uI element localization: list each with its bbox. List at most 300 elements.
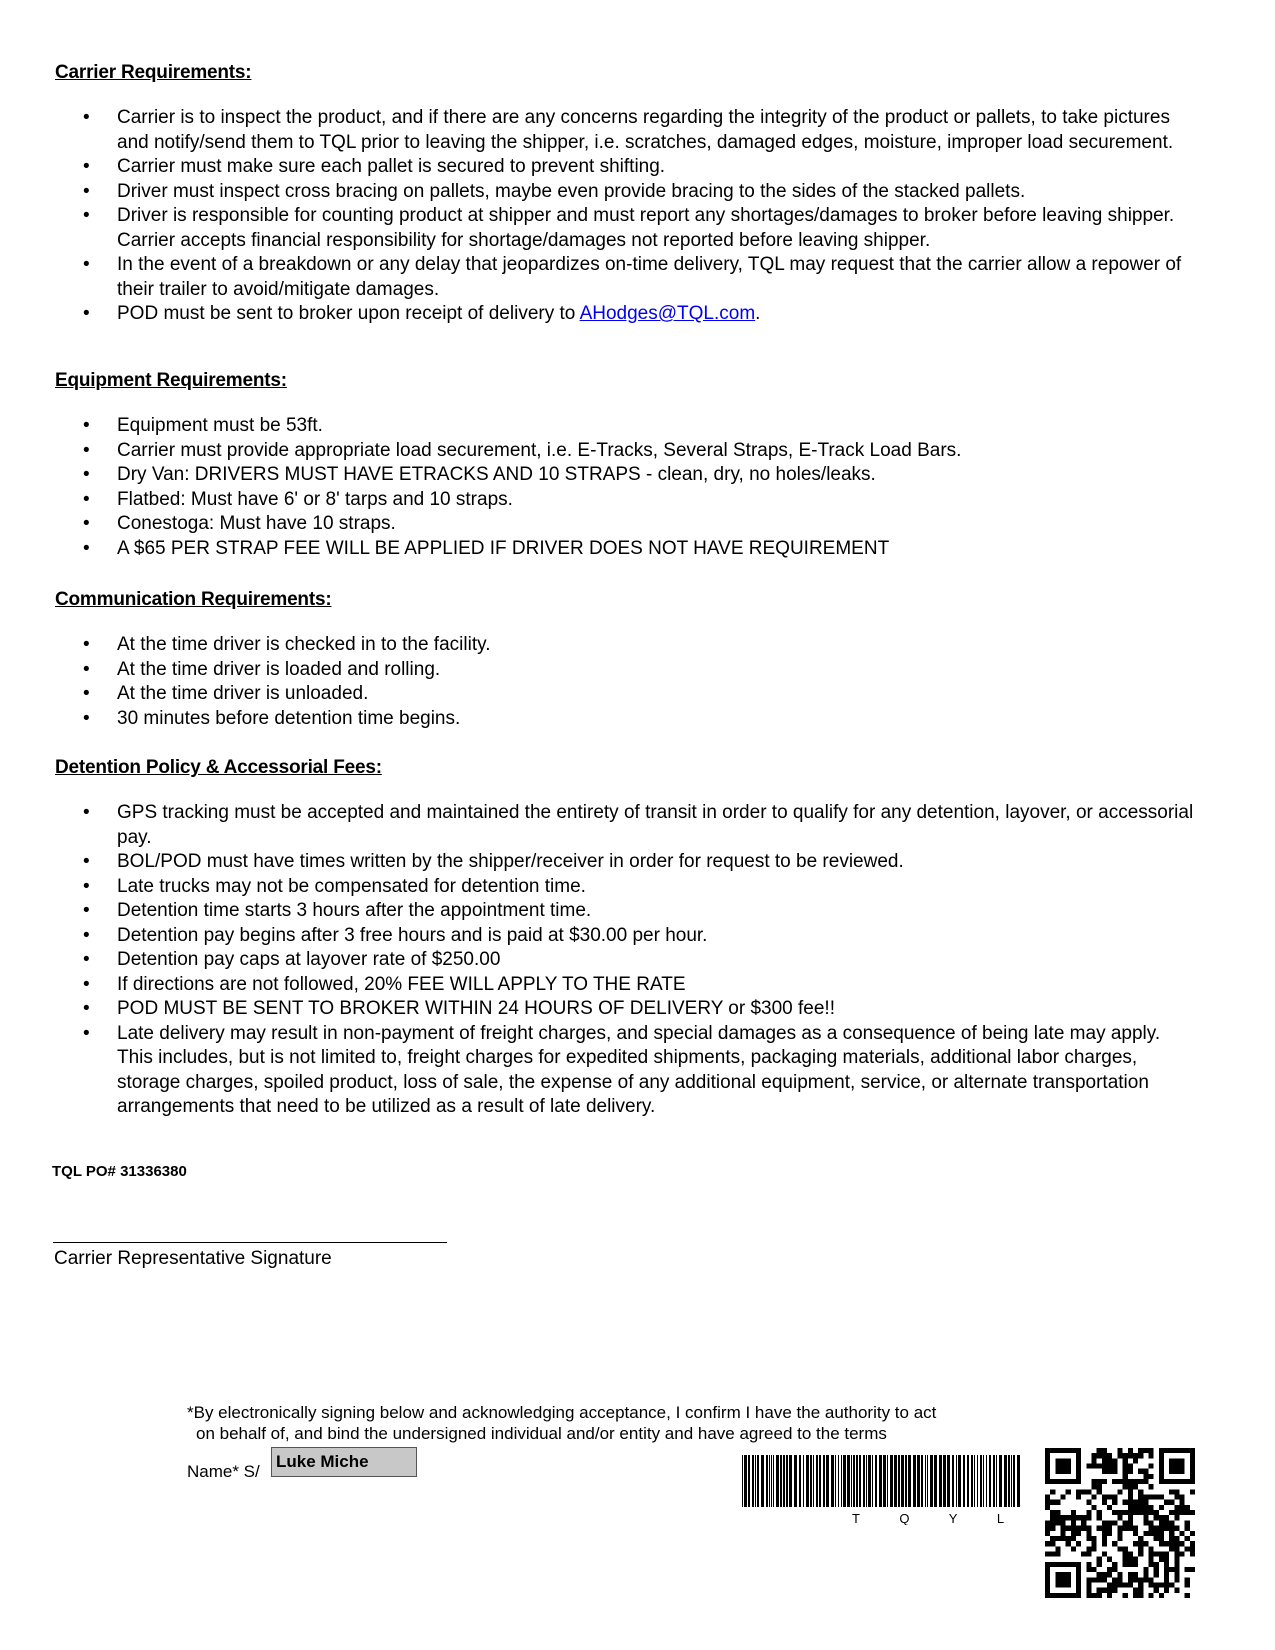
barcode-bar [925, 1455, 926, 1507]
qr-module [1102, 1458, 1107, 1463]
qr-module [1076, 1526, 1081, 1531]
qr-module [1086, 1531, 1091, 1536]
qr-module [1097, 1489, 1102, 1494]
qr-module [1174, 1469, 1179, 1474]
qr-module [1123, 1562, 1128, 1567]
barcode-bar [868, 1455, 871, 1507]
qr-module [1164, 1557, 1169, 1562]
qr-module [1133, 1557, 1138, 1562]
qr-module [1045, 1551, 1050, 1556]
qr-module [1045, 1531, 1050, 1536]
qr-module [1045, 1520, 1050, 1525]
qr-module [1050, 1536, 1055, 1541]
qr-module [1055, 1448, 1060, 1453]
qr-module [1128, 1500, 1133, 1505]
bullet-icon: • [83, 513, 90, 534]
qr-module [1164, 1551, 1169, 1556]
qr-module [1174, 1526, 1179, 1531]
barcode-bar [816, 1455, 818, 1507]
qr-module [1061, 1582, 1066, 1587]
qr-module [1159, 1582, 1164, 1587]
qr-module [1159, 1474, 1164, 1479]
qr-module [1154, 1515, 1159, 1520]
qr-module [1174, 1489, 1179, 1494]
barcode-bar [980, 1455, 982, 1507]
qr-module [1185, 1582, 1190, 1587]
bullet-icon: • [83, 303, 90, 324]
qr-module [1112, 1541, 1117, 1546]
qr-module [1076, 1577, 1081, 1582]
qr-module [1174, 1541, 1179, 1546]
qr-module [1159, 1464, 1164, 1469]
barcode-bar [776, 1455, 779, 1507]
qr-module [1112, 1464, 1117, 1469]
qr-module [1055, 1546, 1060, 1551]
qr-module [1138, 1495, 1143, 1500]
communication-requirements-list [0, 633, 1275, 731]
qr-module [1185, 1577, 1190, 1582]
po-number: TQL PO# 31336380 [52, 1163, 187, 1180]
qr-module [1148, 1593, 1153, 1598]
bullet-icon: • [83, 900, 90, 921]
qr-module [1107, 1593, 1112, 1598]
qr-module [1097, 1572, 1102, 1577]
list-item: • Carrier is to inspect the product, and if there are any concerns regarding the integrity of the product or pallets, to take pictures and notify/send them to TQL prior to leaving the shipper, i.e. scratches, damaged edges, moisture, improper load securement. [83, 107, 1174, 153]
qr-module [1076, 1572, 1081, 1577]
barcode-bar [921, 1455, 923, 1507]
barcode-bar [879, 1455, 882, 1507]
barcode-bar [757, 1455, 759, 1507]
name-signature-field[interactable]: Luke Miche [271, 1447, 417, 1477]
qr-module [1045, 1453, 1050, 1458]
qr-module [1159, 1453, 1164, 1458]
qr-module [1050, 1520, 1055, 1525]
qr-module [1071, 1536, 1076, 1541]
list-item: • Conestoga: Must have 10 straps. [0, 512, 1275, 537]
qr-module [1123, 1546, 1128, 1551]
qr-module [1071, 1448, 1076, 1453]
qr-module [1055, 1510, 1060, 1515]
qr-module [1169, 1464, 1174, 1469]
qr-module [1190, 1474, 1195, 1479]
qr-module [1185, 1479, 1190, 1484]
qr-module [1071, 1520, 1076, 1525]
qr-module [1107, 1531, 1112, 1536]
barcode-bar [863, 1455, 865, 1507]
qr-module [1190, 1479, 1195, 1484]
qr-module [1045, 1572, 1050, 1577]
qr-module [1066, 1572, 1071, 1577]
barcode-bar [813, 1455, 814, 1507]
bullet-icon: • [83, 707, 90, 729]
qr-module [1143, 1567, 1148, 1572]
qr-module [1148, 1551, 1153, 1556]
barcode-bar [841, 1455, 842, 1507]
qr-module [1174, 1515, 1179, 1520]
detention-policy-list [0, 801, 1275, 1120]
qr-module [1107, 1464, 1112, 1469]
qr-modules [1045, 1448, 1195, 1598]
list-item: • Late trucks may not be compensated for detention time. [0, 875, 1275, 900]
qr-module [1154, 1551, 1159, 1556]
qr-module [1148, 1510, 1153, 1515]
list-item: • BOL/POD must have times written by the shipper/receiver in order for request to be reviewed. [0, 850, 1275, 875]
qr-module [1076, 1448, 1081, 1453]
signature-line[interactable] [53, 1242, 447, 1243]
qr-module [1055, 1551, 1060, 1556]
qr-module [1107, 1505, 1112, 1510]
list-item: • POD MUST BE SENT TO BROKER WITHIN 24 HOURS OF DELIVERY or $300 fee!! [0, 997, 1275, 1022]
qr-module [1086, 1489, 1091, 1494]
qr-module [1045, 1505, 1050, 1510]
qr-module [1107, 1526, 1112, 1531]
barcode-bar [843, 1455, 846, 1507]
qr-module [1076, 1515, 1081, 1520]
qr-module [1097, 1562, 1102, 1567]
qr-module [1076, 1453, 1081, 1458]
qr-module [1143, 1474, 1148, 1479]
qr-module [1164, 1562, 1169, 1567]
qr-module [1148, 1582, 1153, 1587]
barcode-bar [963, 1455, 965, 1507]
equipment-requirements-list [0, 414, 1275, 561]
qr-module [1076, 1464, 1081, 1469]
qr-module [1055, 1464, 1060, 1469]
qr-module [1128, 1515, 1133, 1520]
qr-module [1169, 1582, 1174, 1587]
list-item: • Equipment must be 53ft. [0, 414, 1275, 439]
qr-module [1133, 1479, 1138, 1484]
qr-module [1174, 1510, 1179, 1515]
qr-module [1071, 1510, 1076, 1515]
qr-module [1174, 1536, 1179, 1541]
qr-module [1185, 1505, 1190, 1510]
qr-module [1097, 1557, 1102, 1562]
qr-module [1102, 1526, 1107, 1531]
qr-module [1102, 1577, 1107, 1582]
qr-module [1169, 1510, 1174, 1515]
qr-module [1143, 1577, 1148, 1582]
qr-module [1159, 1448, 1164, 1453]
bullet-icon: • [83, 658, 90, 680]
qr-module [1174, 1495, 1179, 1500]
qr-module [1061, 1448, 1066, 1453]
qr-module [1148, 1505, 1153, 1510]
list-item: • Detention pay begins after 3 free hours and is paid at $30.00 per hour. [0, 924, 1275, 949]
barcode-bar [977, 1455, 978, 1507]
qr-module [1071, 1531, 1076, 1536]
qr-module [1092, 1479, 1097, 1484]
qr-module [1174, 1551, 1179, 1556]
qr-module [1148, 1577, 1153, 1582]
list-item: • Detention time starts 3 hours after the appointment time. [0, 899, 1275, 924]
qr-module [1107, 1582, 1112, 1587]
qr-module [1138, 1588, 1143, 1593]
barcode-bar [1017, 1455, 1020, 1507]
qr-module [1190, 1464, 1195, 1469]
barcode-bar [744, 1455, 747, 1507]
qr-module [1055, 1458, 1060, 1463]
list-item: • A $65 PER STRAP FEE WILL BE APPLIED IF DRIVER DOES NOT HAVE REQUIREMENT [0, 537, 1275, 562]
barcode-bar [898, 1455, 900, 1507]
qr-module [1076, 1562, 1081, 1567]
qr-module [1174, 1557, 1179, 1562]
qr-module [1117, 1479, 1122, 1484]
barcode-bar [947, 1455, 950, 1507]
qr-module [1086, 1500, 1091, 1505]
qr-module [1066, 1464, 1071, 1469]
qr-module [1169, 1448, 1174, 1453]
qr-module [1179, 1531, 1184, 1536]
barcode-bar [786, 1455, 788, 1507]
qr-module [1086, 1562, 1091, 1567]
qr-module [1159, 1505, 1164, 1510]
qr-module [1066, 1593, 1071, 1598]
qr-module [1045, 1577, 1050, 1582]
qr-module [1159, 1557, 1164, 1562]
qr-module [1138, 1500, 1143, 1505]
qr-module [1143, 1500, 1148, 1505]
qr-module [1097, 1593, 1102, 1598]
barcode-bar [789, 1455, 792, 1507]
qr-module [1185, 1448, 1190, 1453]
qr-module [1128, 1510, 1133, 1515]
barcode-bar [993, 1455, 995, 1507]
qr-module [1154, 1567, 1159, 1572]
bullet-icon: • [83, 998, 90, 1019]
qr-module [1185, 1520, 1190, 1525]
qr-module [1138, 1582, 1143, 1587]
qr-module [1055, 1577, 1060, 1582]
qr-module [1097, 1453, 1102, 1458]
list-item: • Dry Van: DRIVERS MUST HAVE ETRACKS AND 10 STRAPS - clean, dry, no holes/leaks. [0, 463, 1275, 488]
section-title-communication: Communication Requirements: [55, 589, 332, 610]
qr-module [1045, 1541, 1050, 1546]
bullet-icon: • [83, 464, 90, 485]
qr-module [1086, 1582, 1091, 1587]
barcode-bar [859, 1455, 861, 1507]
qr-module [1174, 1448, 1179, 1453]
barcode-bar [1004, 1455, 1007, 1507]
qr-module [1076, 1469, 1081, 1474]
list-item: • Driver must inspect cross bracing on pallets, maybe even provide bracing to the sides of the stacked pallets. [0, 180, 1275, 205]
qr-module [1128, 1505, 1133, 1510]
qr-module [1128, 1577, 1133, 1582]
barcode-bar [761, 1455, 764, 1507]
barcode-bar [819, 1455, 821, 1507]
qr-module [1076, 1474, 1081, 1479]
barcode-bar [887, 1455, 888, 1507]
bullet-icon: • [83, 924, 90, 946]
qr-module [1190, 1453, 1195, 1458]
qr-module [1174, 1577, 1179, 1582]
qr-module [1164, 1448, 1169, 1453]
qr-module [1128, 1562, 1133, 1567]
qr-module [1112, 1582, 1117, 1587]
qr-module [1045, 1526, 1050, 1531]
qr-module [1179, 1464, 1184, 1469]
qr-module [1169, 1500, 1174, 1505]
qr-module [1164, 1479, 1169, 1484]
qr-module [1190, 1546, 1195, 1551]
qr-module [1117, 1582, 1122, 1587]
barcode-bar [856, 1455, 858, 1507]
bullet-icon: • [83, 156, 90, 177]
qr-module [1050, 1489, 1055, 1494]
qr-module [1179, 1479, 1184, 1484]
qr-module [1148, 1474, 1153, 1479]
qr-module [1174, 1572, 1179, 1577]
qr-module [1164, 1500, 1169, 1505]
qr-module [1050, 1593, 1055, 1598]
qr-module [1123, 1520, 1128, 1525]
barcode-bar [1011, 1455, 1012, 1507]
barcode-bar [952, 1455, 954, 1507]
qr-module [1117, 1577, 1122, 1582]
qr-module [1061, 1479, 1066, 1484]
qr-module [1102, 1453, 1107, 1458]
barcode-bar [974, 1455, 975, 1507]
qr-module [1102, 1448, 1107, 1453]
bullet-icon: • [83, 683, 90, 704]
qr-module [1102, 1588, 1107, 1593]
qr-module [1179, 1458, 1184, 1463]
bullet-icon: • [83, 537, 90, 559]
qr-module [1066, 1458, 1071, 1463]
qr-module [1061, 1495, 1066, 1500]
qr-module [1123, 1582, 1128, 1587]
qr-module [1097, 1515, 1102, 1520]
qr-module [1169, 1526, 1174, 1531]
qr-module [1061, 1536, 1066, 1541]
barcode-bar [847, 1455, 850, 1507]
qr-module [1148, 1464, 1153, 1469]
qr-module [1164, 1541, 1169, 1546]
qr-module [1107, 1495, 1112, 1500]
barcode-bar [755, 1455, 756, 1507]
qr-module [1086, 1593, 1091, 1598]
qr-module [1107, 1567, 1112, 1572]
barcode-bar [826, 1455, 829, 1507]
qr-module [1112, 1469, 1117, 1474]
qr-module [1190, 1531, 1195, 1536]
qr-module [1086, 1551, 1091, 1556]
qr-module [1061, 1526, 1066, 1531]
qr-module [1117, 1526, 1122, 1531]
list-item: • Driver is responsible for counting product at shipper and must report any shortages/damages to broker before leaving shipper. Carrier accepts financial responsibility for shortage/damages not reported before leaving shipper. [83, 205, 1175, 251]
qr-module [1123, 1500, 1128, 1505]
qr-module [1190, 1489, 1195, 1494]
qr-module [1050, 1479, 1055, 1484]
list-item: • Detention pay caps at layover rate of $250.00 [0, 948, 1275, 973]
bullet-icon: • [83, 205, 90, 226]
qr-module [1148, 1557, 1153, 1562]
qr-module [1133, 1526, 1138, 1531]
barcode-bars [742, 1455, 1020, 1507]
qr-module [1164, 1577, 1169, 1582]
qr-module [1133, 1500, 1138, 1505]
qr-module [1086, 1526, 1091, 1531]
qr-module [1117, 1515, 1122, 1520]
qr-module [1112, 1577, 1117, 1582]
qr-module [1050, 1551, 1055, 1556]
qr-module [1133, 1458, 1138, 1463]
qr-module [1061, 1593, 1066, 1598]
barcode-bar [742, 1455, 743, 1507]
qr-module [1086, 1464, 1091, 1469]
qr-module [1164, 1567, 1169, 1572]
bullet-icon: • [83, 875, 90, 897]
qr-module [1179, 1469, 1184, 1474]
qr-module [1143, 1515, 1148, 1520]
qr-module [1128, 1448, 1133, 1453]
qr-module [1154, 1526, 1159, 1531]
qr-module [1179, 1448, 1184, 1453]
email-link[interactable]: AHodges@TQL.com [579, 303, 756, 324]
qr-module [1123, 1479, 1128, 1484]
qr-module [1066, 1577, 1071, 1582]
barcode-bar [890, 1455, 893, 1507]
carrier-requirements-list [0, 106, 1275, 327]
qr-module [1102, 1541, 1107, 1546]
qr-module [1138, 1453, 1143, 1458]
qr-module [1143, 1572, 1148, 1577]
qr-module [1061, 1458, 1066, 1463]
qr-module [1117, 1453, 1122, 1458]
barcode-bar [908, 1455, 911, 1507]
qr-module [1092, 1458, 1097, 1463]
qr-module [1112, 1510, 1117, 1515]
qr-module [1055, 1582, 1060, 1587]
qr-module [1097, 1577, 1102, 1582]
barcode-bar [956, 1455, 957, 1507]
qr-module [1169, 1536, 1174, 1541]
barcode-bar [806, 1455, 809, 1507]
qr-module [1164, 1520, 1169, 1525]
qr-module [1123, 1510, 1128, 1515]
qr-module [1102, 1531, 1107, 1536]
qr-module [1138, 1479, 1143, 1484]
qr-module [1133, 1510, 1138, 1515]
qr-module [1092, 1593, 1097, 1598]
qr-module [1061, 1469, 1066, 1474]
barcode-bar [823, 1455, 825, 1507]
barcode-bar [771, 1455, 772, 1507]
qr-module [1159, 1531, 1164, 1536]
qr-module [1128, 1582, 1133, 1587]
qr-module [1159, 1551, 1164, 1556]
barcode-bar [930, 1455, 933, 1507]
qr-module [1045, 1582, 1050, 1587]
qr-module [1112, 1500, 1117, 1505]
qr-module [1154, 1572, 1159, 1577]
qr-module [1112, 1567, 1117, 1572]
qr-module [1097, 1479, 1102, 1484]
qr-module [1061, 1572, 1066, 1577]
qr-module [1045, 1500, 1050, 1505]
qr-module [1117, 1448, 1122, 1453]
qr-module [1154, 1582, 1159, 1587]
qr-module [1045, 1567, 1050, 1572]
qr-module [1117, 1489, 1122, 1494]
qr-module [1159, 1536, 1164, 1541]
qr-module [1092, 1536, 1097, 1541]
qr-module [1133, 1541, 1138, 1546]
qr-module [1066, 1541, 1071, 1546]
qr-module [1092, 1495, 1097, 1500]
qr-module [1133, 1577, 1138, 1582]
qr-module [1112, 1588, 1117, 1593]
